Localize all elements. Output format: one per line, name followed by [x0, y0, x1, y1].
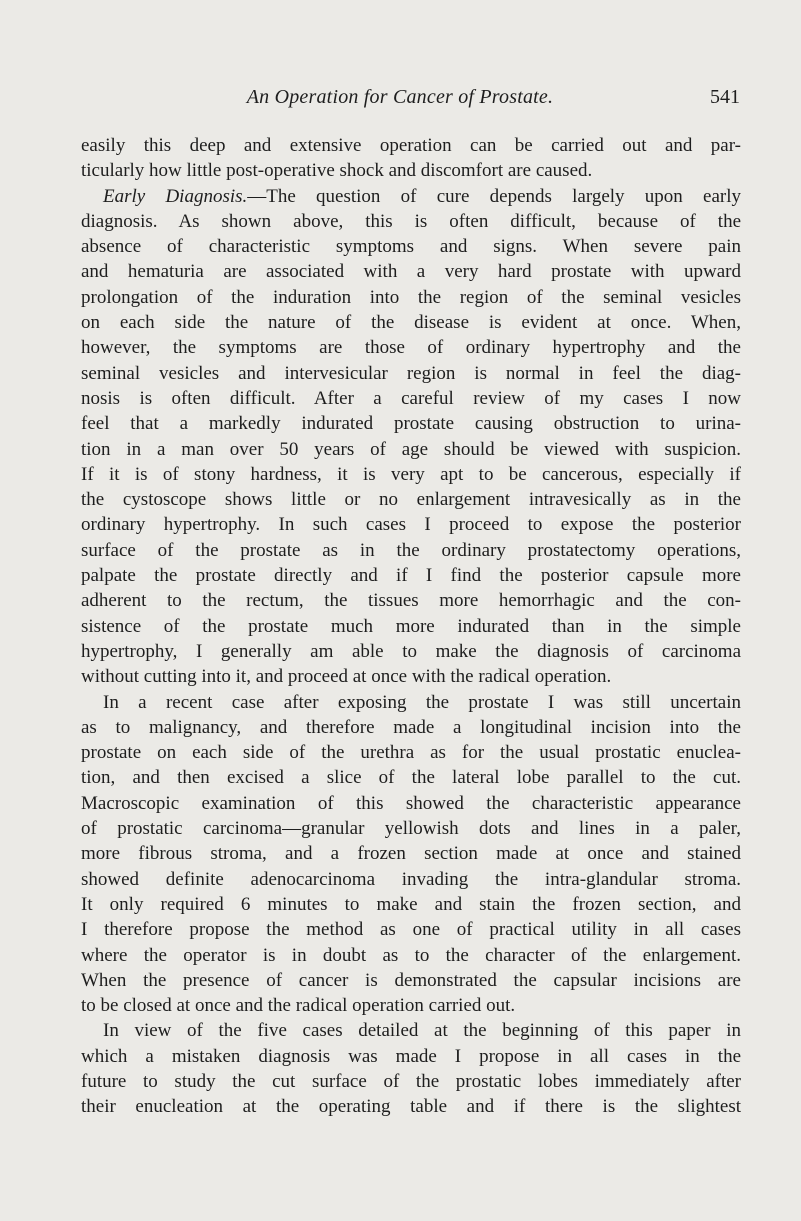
text-line: hypertrophy, I generally am able to make the diagnosis of carcinoma — [81, 640, 741, 662]
text-line: their enucleation at the operating table and if there is the slightest — [81, 1096, 741, 1118]
text-line: the cystoscope shows little or no enlargement intravesically as in the — [81, 489, 741, 511]
text-line: showed definite adenocarcinoma invading the intra-glandular stroma. — [81, 868, 741, 890]
text-line: on each side the nature of the disease is evident at once. When, — [81, 312, 741, 334]
text-line: nosis is often difficult. After a careful review of my cases I now — [81, 387, 741, 409]
text-line: of prostatic carcinoma—granular yellowish dots and lines in a paler, — [81, 818, 741, 840]
text-line: ticularly how little post-operative shock and discomfort are caused. — [81, 160, 593, 182]
text-line: surface of the prostate as in the ordinary prostatectomy operations, — [81, 539, 741, 561]
running-title: An Operation for Cancer of Prostate. — [246, 86, 554, 108]
text-line: without cutting into it, and proceed at once with the radical operation. — [81, 666, 612, 688]
text-line: feel that a markedly indurated prostate causing obstruction to urina- — [81, 413, 741, 435]
text-line: palpate the prostate directly and if I find the posterior capsule more — [81, 565, 741, 587]
text-line: prolongation of the induration into the region of the seminal vesicles — [81, 286, 741, 308]
text-line: absence of characteristic symptoms and signs. When severe pain — [81, 236, 741, 258]
text-line: sistence of the prostate much more indurated than in the simple — [81, 615, 741, 637]
text-fragment: —The question of cure depends largely upon early — [247, 185, 741, 207]
text-line: ordinary hypertrophy. In such cases I proceed to expose the posterior — [81, 514, 741, 536]
text-line: diagnosis. As shown above, this is often difficult, because of the — [81, 210, 741, 232]
text-line: In view of the five cases detailed at the beginning of this paper in — [103, 1020, 741, 1042]
text-line: If it is of stony hardness, it is very apt to be cancerous, especially if — [81, 463, 741, 485]
text-line: however, the symptoms are those of ordinary hypertrophy and the — [81, 337, 741, 359]
text-line: seminal vesicles and intervesicular region is normal in feel the diag- — [81, 362, 741, 384]
text-line: adherent to the rectum, the tissues more hemorrhagic and the con- — [81, 590, 741, 612]
text-line: more fibrous stroma, and a frozen section made at once and stained — [81, 843, 741, 865]
text-line: and hematuria are associated with a very hard prostate with upward — [81, 261, 741, 283]
text-line: where the operator is in doubt as to the character of the enlargement. — [81, 944, 741, 966]
text-line: When the presence of cancer is demonstrated the capsular incisions are — [81, 969, 741, 991]
text-line: tion in a man over 50 years of age should be viewed with suspicion. — [81, 438, 741, 460]
text-line: as to malignancy, and therefore made a longitudinal incision into the — [81, 716, 741, 738]
text-line: to be closed at once and the radical operation carried out. — [81, 995, 516, 1017]
text-line: future to study the cut surface of the prostatic lobes immediately after — [81, 1070, 741, 1092]
text-line: It only required 6 minutes to make and stain the frozen section, and — [81, 893, 741, 915]
text-line: which a mistaken diagnosis was made I propose in all cases in the — [81, 1045, 741, 1067]
section-heading: Early Diagnosis. — [103, 185, 248, 207]
body-text — [81, 133, 741, 1120]
page-number: 541 — [710, 86, 740, 108]
text-line: easily this deep and extensive operation can be carried out and par- — [81, 135, 741, 156]
section-heading-line — [81, 184, 741, 209]
text-line: prostate on each side of the urethra as for the usual prostatic enuclea- — [81, 742, 741, 764]
text-line: I therefore propose the method as one of practical utility in all cases — [81, 919, 741, 941]
text-line: Macroscopic examination of this showed the characteristic appearance — [81, 792, 741, 814]
text-line: In a recent case after exposing the prostate I was still uncertain — [103, 691, 741, 713]
text-line: tion, and then excised a slice of the lateral lobe parallel to the cut. — [81, 767, 741, 789]
